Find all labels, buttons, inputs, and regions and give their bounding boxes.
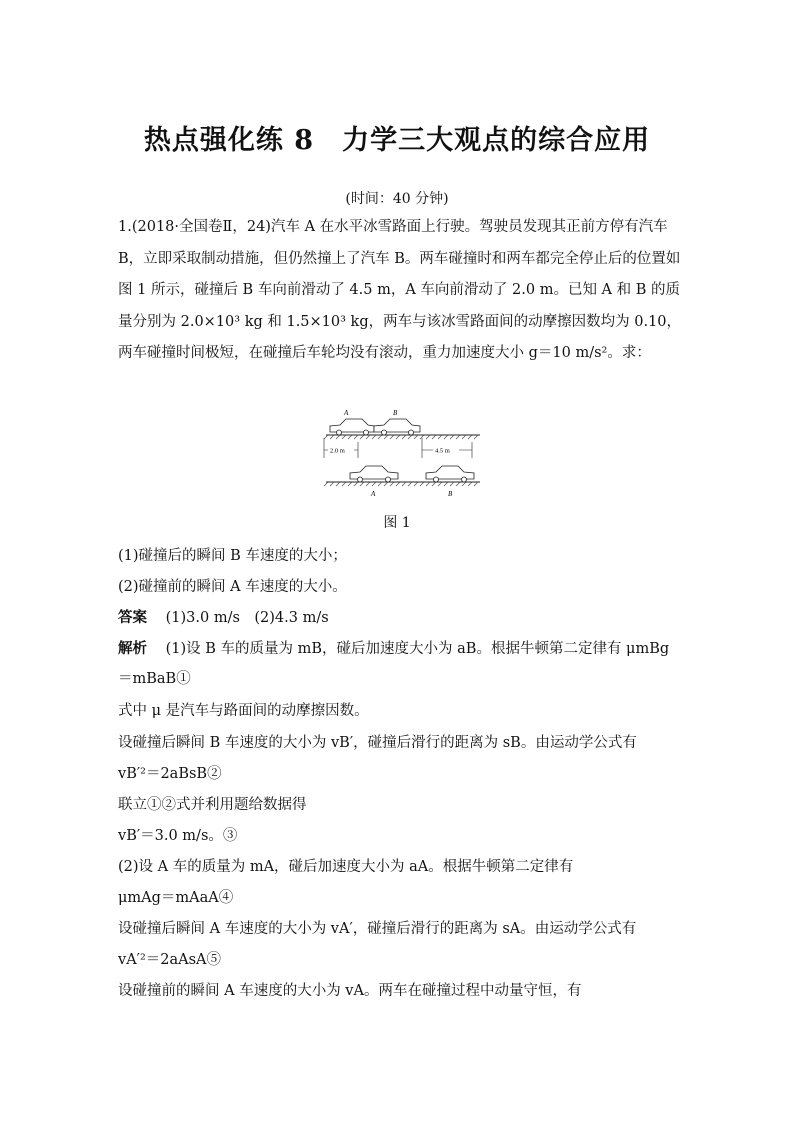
analysis-line-8: (2)设 A 车的质量为 mA，碰后加速度大小为 aA。根据牛顿第二定律有	[118, 859, 574, 875]
bottom-road	[324, 482, 480, 486]
question-2: (2)碰撞前的瞬间 A 车速度的大小。	[118, 579, 347, 595]
car-a-top	[330, 419, 374, 435]
time-limit: (时间：40 分钟)	[345, 191, 449, 207]
car-a-label-bottom: A	[371, 490, 376, 498]
top-road	[324, 435, 480, 439]
distance-b-label: 4.5 m	[435, 447, 450, 455]
analysis-line-5: vB′²＝2aBsB②	[118, 766, 222, 782]
analysis-line-12: 设碰撞前的瞬间 A 车速度的大小为 vA。两车在碰撞过程中动量守恒，有	[118, 983, 582, 999]
analysis-line-6: 联立①②式并利用题给数据得	[118, 797, 307, 813]
answer-label: 答案	[118, 609, 147, 626]
car-b-bottom	[426, 466, 474, 482]
problem-text: 1.(2018·全国卷Ⅱ，24)汽车 A 在水平冰雪路面上行驶。驾驶员发现其正前方停有汽车 B，立即采取制动措施，但仍然撞上了汽车 B。两车碰撞时和两车都完全停止后的位置如图 1 所示，碰撞后 B 车向前滑动了 4.5 m，A 车向前滑动了 2.0 m。已知 A 和 B 的质量分别为 2.0×10³ kg 和 1.5×10³ kg，两车与该冰雪路面间的动摩擦因数均为 0.10，两车碰撞时间极短，在碰撞后车轮均没有滚动，重力加速度大小 g＝10 m/s²。求：	[118, 219, 682, 361]
question-1: (1)碰撞后的瞬间 B 车速度的大小；	[118, 548, 347, 564]
car-a-bottom	[350, 466, 398, 482]
analysis-line-2: ＝mBaB①	[118, 671, 191, 687]
car-b-top	[374, 419, 420, 435]
figure-caption: 图 1	[383, 515, 411, 531]
analysis-line-1: (1)设 B 车的质量为 mB，碰后加速度大小为 aB。根据牛顿第二定律有 μmBg	[165, 641, 670, 657]
answer-row	[118, 606, 329, 627]
analysis-label: 解析	[118, 640, 147, 657]
analysis-line-7: vB′＝3.0 m/s。③	[118, 828, 238, 844]
analysis-line-11: vA′²＝2aAsA⑤	[118, 952, 222, 968]
collision-figure	[322, 404, 482, 499]
car-b-label-bottom: B	[448, 490, 453, 498]
analysis-line-4: 设碰撞后瞬间 B 车速度的大小为 vB′，碰撞后滑行的距离为 sB。由运动学公式有	[118, 735, 637, 751]
car-a-label-top: A	[344, 409, 349, 417]
car-b-label-top: B	[393, 409, 398, 417]
distance-a-label: 2.0 m	[330, 447, 345, 455]
analysis-line-3: 式中 μ 是汽车与路面间的动摩擦因数。	[118, 703, 369, 719]
page-title: 热点强化练 8 力学三大观点的综合应用	[143, 125, 651, 156]
analysis-row-1	[118, 637, 669, 658]
answer-text: (1)3.0 m/s (2)4.3 m/s	[165, 610, 329, 626]
analysis-line-10: 设碰撞后瞬间 A 车速度的大小为 vA′，碰撞后滑行的距离为 sA。由运动学公式有	[118, 921, 637, 937]
analysis-line-9: μmAg＝mAaA④	[118, 890, 234, 906]
